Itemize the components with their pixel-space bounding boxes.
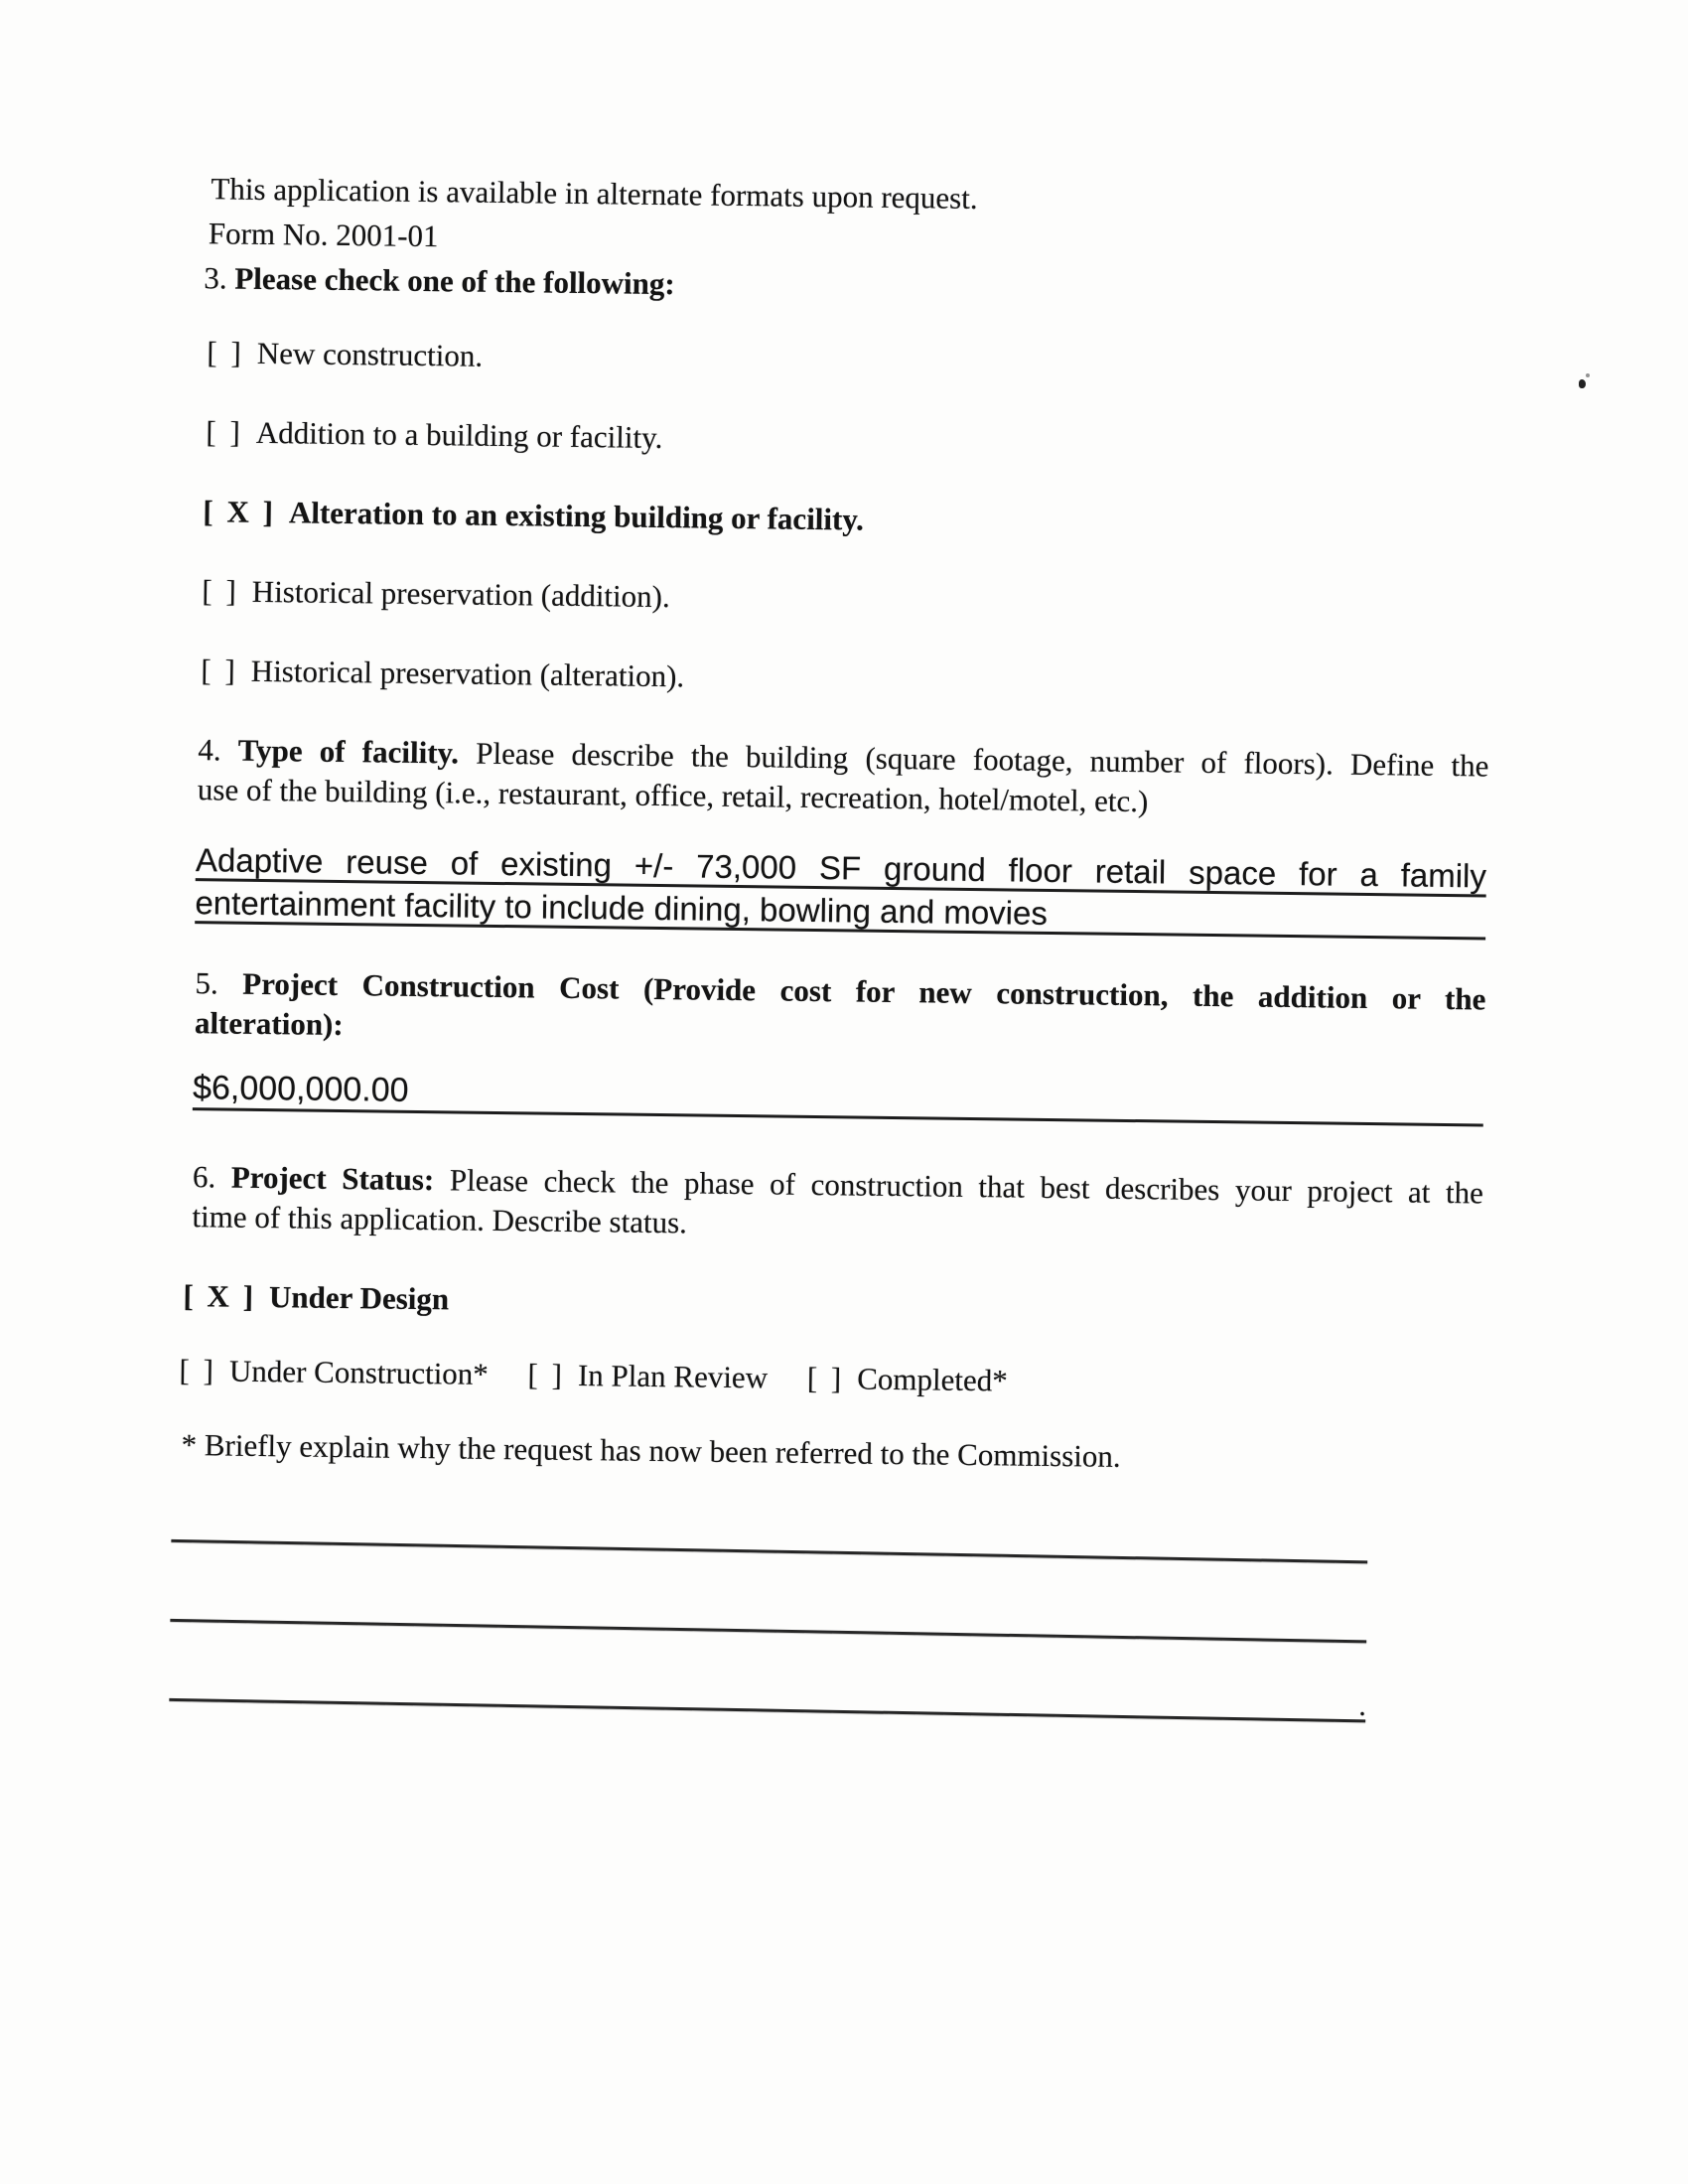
blank-write-line-1 [171, 1539, 1367, 1563]
checkbox-brackets: [ ] [806, 1360, 845, 1396]
question-5-heading-line1 [195, 963, 1485, 1019]
question-3-heading [204, 258, 675, 304]
checkbox-brackets: [ ] [179, 1352, 217, 1388]
alternate-formats-notice: This application is available in alternate formats upon request. [211, 171, 978, 216]
question-4-title: Type of facility. [237, 732, 460, 771]
option-label: Under Construction* [228, 1353, 490, 1391]
option-historical-addition [202, 571, 670, 617]
status-completed [807, 1361, 1008, 1398]
facility-answer-line2: entertainment facility to include dining, bowling and movies [195, 885, 1485, 940]
option-historical-alteration [201, 651, 684, 696]
stray-period-mark: . [1358, 1688, 1367, 1723]
checkbox-brackets: [ ] [207, 335, 245, 370]
facility-answer-line1: Adaptive reuse of existing +/- 73,000 SF ground floor retail space for a family [196, 842, 1486, 897]
option-label: Completed* [857, 1361, 1009, 1398]
option-label: New construction. [256, 335, 484, 373]
status-under-design-checked [183, 1276, 449, 1319]
question-4-prompt: Please describe the building (square footage, number of floors). Define the [476, 735, 1489, 784]
checkbox-brackets: [ ] [527, 1357, 566, 1392]
question-3-number: 3. [204, 260, 227, 296]
checkbox-brackets: [ ] [202, 573, 240, 609]
option-label: Addition to a building or facility. [255, 414, 663, 456]
question-5-number: 5. [195, 965, 218, 1001]
checkbox-brackets: [ ] [201, 653, 239, 688]
status-options-row [179, 1351, 1040, 1401]
status-in-plan-review [527, 1357, 768, 1394]
checkbox-brackets-checked: [ X ] [183, 1278, 257, 1314]
option-label: Under Design [268, 1279, 450, 1317]
question-6-number: 6. [192, 1159, 216, 1195]
question-6-title: Project Status: [230, 1159, 435, 1198]
checkbox-brackets: [ ] [206, 414, 244, 450]
option-new-construction [207, 333, 483, 375]
question-6-heading-line2: time of this application. Describe status. [192, 1199, 688, 1240]
blank-write-line-3 [169, 1698, 1365, 1722]
option-label: Historical preservation (alteration). [250, 653, 685, 694]
status-under-construction [179, 1353, 489, 1391]
question-3-title: Please check one of the following: [234, 260, 675, 302]
option-label: Historical preservation (addition). [251, 573, 670, 615]
facility-answer-field [195, 842, 1486, 940]
form-number: Form No. 2001-01 [208, 216, 439, 254]
question-5-title: Project Construction Cost (Provide cost for new construction, the addition or the [242, 965, 1486, 1017]
question-4-number: 4. [198, 732, 221, 768]
question-4-heading-line2: use of the building (i.e., restaurant, office, retail, recreation, hotel/motel, etc.) [197, 772, 1149, 819]
blank-write-line-2 [170, 1619, 1366, 1643]
option-label: Alteration to an existing building or facility. [288, 495, 865, 537]
option-alteration-checked [203, 492, 864, 539]
option-addition [206, 412, 662, 458]
scan-speck-artifact [1579, 379, 1586, 388]
question-5-heading-line2: alteration): [194, 1005, 344, 1043]
question-6-prompt: Please check the phase of construction that best describes your project at the [449, 1162, 1484, 1211]
commission-footnote: * Briefly explain why the request has now been referred to the Commission. [181, 1427, 1121, 1474]
checkbox-brackets-checked: [ X ] [203, 494, 277, 530]
option-label: In Plan Review [577, 1358, 769, 1395]
construction-cost-field: $6,000,000.00 [193, 1069, 1483, 1126]
